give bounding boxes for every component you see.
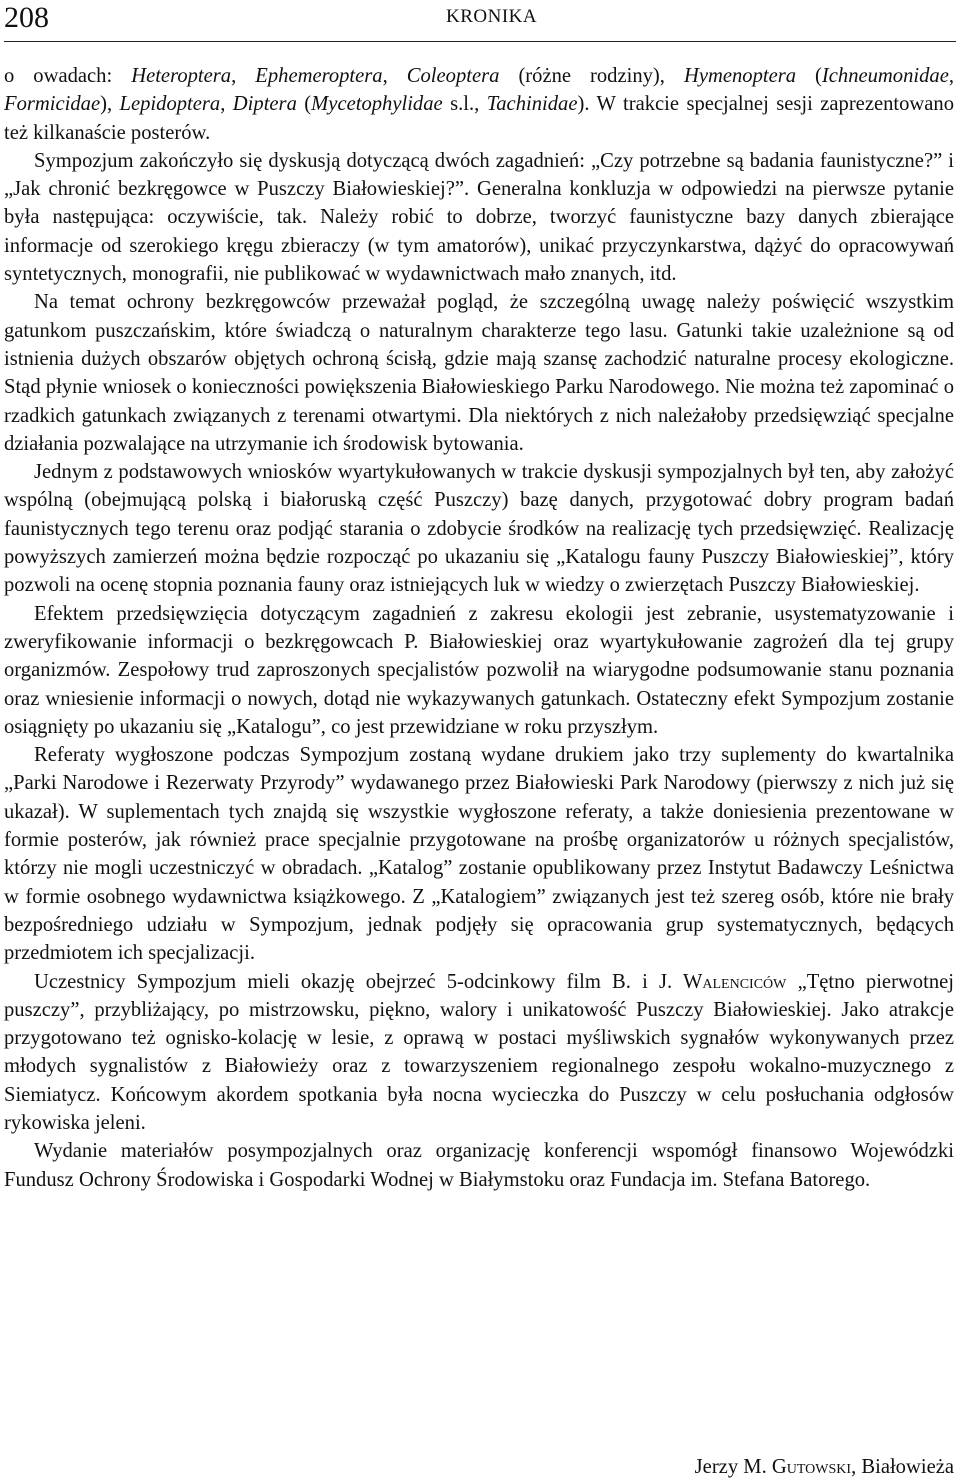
page-number: 208 xyxy=(4,1,49,34)
paragraph-3: Na temat ochrony bezkręgowców przeważał pogląd, że szczególną uwagę należy poświęcić wszystkim gatunkom puszczańskim, które świadczą o naturalnym charakterze tego lasu. Gatunki takie uzależnione są od istnienia dużych obszarów objętych ochroną ścisłą, gdzie mają szansę zachodzić naturalne procesy ekologiczne. Stąd płynie wniosek o konieczności powiększenia Białowieskiego Parku Narodowego. Nie można też zapominać o rzadkich gatunkach związanych z terenami otwartymi. Dla niektórych z nich należałoby przedsięwziąć specjalne działania pozwalające na utrzymanie ich środowisk bytowania. xyxy=(4,291,954,455)
paragraph-8: Wydanie materiałów posympozjalnych oraz organizację konferencji wspomógł finansowo Wojewódzki Fundusz Ochrony Środowiska i Gospodarki Wodnej w Białymstoku oraz Fundacja im. Stefana Batorego. xyxy=(4,1140,954,1191)
paragraph-1: o owadach: Heteroptera, Ephemeroptera, Coleoptera (różne rodziny), Hymenoptera (Ichneumonidae, Formicidae), Lepidoptera, Diptera (Mycetophylidae s.l., Tachinidae). W trakcie specjalnej sesji zaprezentowano też kilkanaście posterów. xyxy=(4,65,955,144)
page-header xyxy=(4,0,956,42)
paragraph-6: Referaty wygłoszone podczas Sympozjum zostaną wydane drukiem jako trzy suplementy do kwartalnika „Parki Narodowe i Rezerwaty Przyrody” wydawanego przez Białowieski Park Narodowy (pierwszy z nich już się ukazał). W suplementach tych znajdą się wszystkie wygłoszone referaty, a także doniesienia prezentowane w formie posterów, jak również prace specjalnie przygotowane na prośbę organizatorów u różnych specjalistów, którzy nie mogli uczestniczyć w obradach. „Katalog” zostanie opublikowany przez Instytut Badawczy Leśnictwa w formie osobnego wydawnictwa książkowego. Z „Katalogiem” związanych jest też szereg osób, które nie brały bezpośredniego udziału w Sympozjum, jednak podjęły się opracowania grup systematycznych, będących przedmiotem ich specjalizacji. xyxy=(4,744,954,965)
paragraph-2: Sympozjum zakończyło się dyskusją dotyczącą dwóch zagadnień: „Czy potrzebne są badania faunistyczne?” i „Jak chronić bezkręgowce w Puszczy Białowieskiej?”. Generalna konkluzja w odpowiedzi na pierwsze pytanie była następująca: oczywiście, tak. Należy robić to dobrze, tworzyć faunistyczne bazy danych zbierające informacje od szerokiego kręgu zbieraczy (w tym amatorów), unikać przyczynkarstwa, dążyć do opracowywań syntetycznych, monografii, nie publikować w wydawnictwach mało znanych, itd. xyxy=(4,149,954,286)
paragraph-5: Efektem przedsięwzięcia dotyczącym zagadnień z zakresu ekologii jest zebranie, usystematyzowanie i zweryfikowanie informacji o bezkręgowcach P. Białowieskiej oraz wyartykułowanie zagrożeń dla tej grupy organizmów. Zespołowy trud zaproszonych specjalistów pozwolił na wiarygodne podsumowanie stanu poznania oraz wniesienie informacji o nowych, dotąd nie wykazywanych gatunkach. Ostateczny efekt Sympozjum zostanie osiągnięty po ukazaniu się „Katalogu”, co jest przewidziane w roku przyszłym. xyxy=(4,602,954,738)
paragraph-4: Jednym z podstawowych wniosków wyartykułowanych w trakcie dyskusji sympozjalnych był ten, aby założyć wspólną (obejmującą polską i białoruską część Puszczy) bazę danych, przygotować dobry program badań faunistycznych tego terenu oraz podjąć starania o zdobycie środków na realizację tych przedsięwzięć. Realizację powyższych zamierzeń można będzie rozpocząć po ukazaniu się „Katalogu fauny Puszczy Białowieskiej”, który pozwoli na ocenę stopnia poznania fauny oraz istniejących luk w wiedzy o zwierzętach Puszczy Białowieskiej. xyxy=(4,461,954,597)
author-signature: Jerzy M. Gutowski, Białowieża xyxy=(694,1456,954,1478)
running-head: KRONIKA xyxy=(446,6,538,27)
paragraph-7: Uczestnicy Sympozjum mieli okazję obejrzeć 5-odcinkowy film B. i J. Walenciców „Tętno pierwotnej puszczy”, przybliżający, po mistrzowsku, piękno, walory i unikatowość Puszczy Białowieskiej. Jako atrakcje przygotowano też ognisko-kolację w lesie, z oprawą w postaci myśliwskich sygnałów wykonywanych przez młodych sygnalistów z Białowieży oraz z towarzyszeniem regionalnego zespołu wokalno-muzycznego z Siemiatycz. Końcowym akordem spotkania była nocna wycieczka do Puszczy w celu posłuchania odgłosów rykowiska jeleni. xyxy=(4,970,954,1134)
header-rule xyxy=(4,41,956,42)
article-body xyxy=(4,62,954,1194)
